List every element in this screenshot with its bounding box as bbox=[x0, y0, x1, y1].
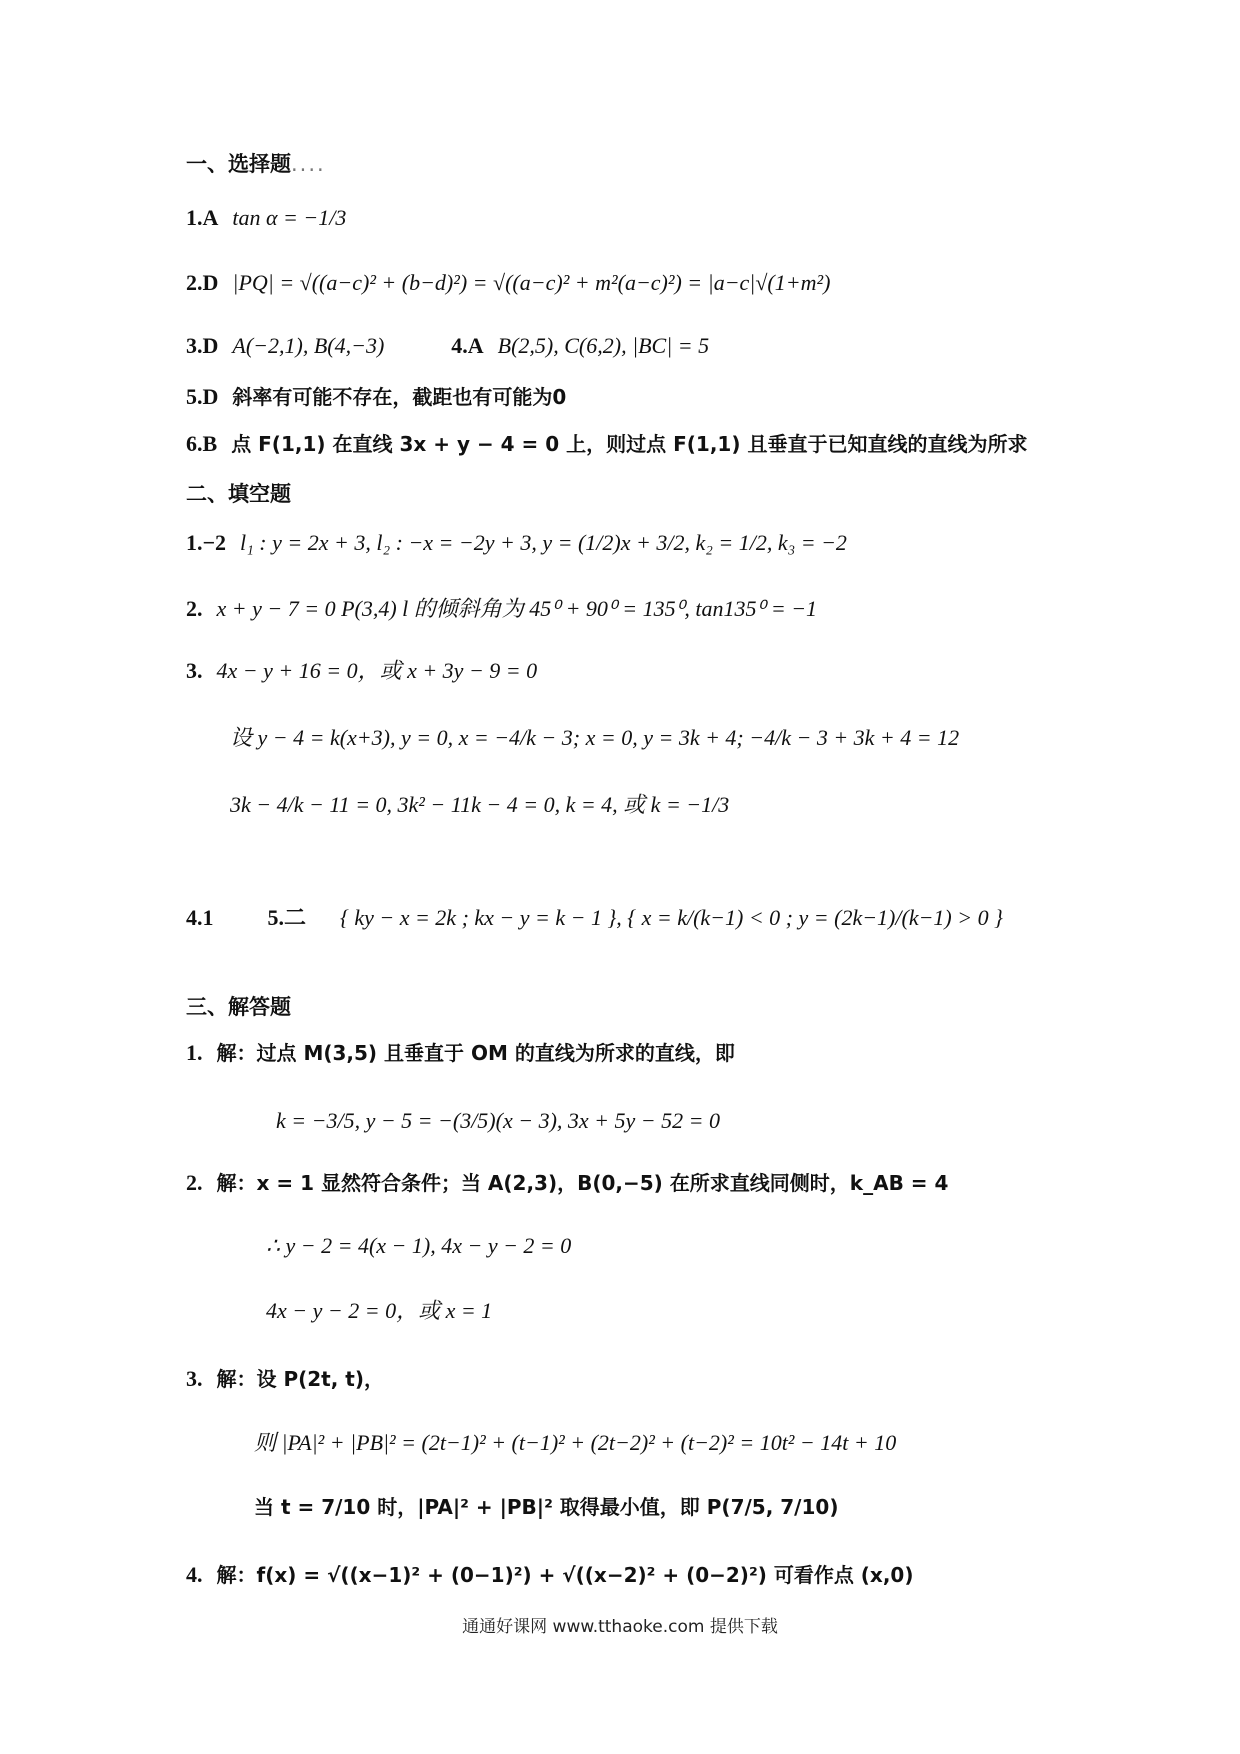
page-footer: 通通好课网 www.tthaoke.com 提供下载 bbox=[462, 1617, 778, 1637]
solve-item-2-work-2: 4x − y − 2 = 0，或 x = 1 bbox=[266, 1298, 493, 1323]
solve-item-2-work-1: ∴ y − 2 = 4(x − 1), 4x − y − 2 = 0 bbox=[266, 1233, 572, 1258]
solve-item-1-work: k = −3/5, y − 5 = −(3/5)(x − 3), 3x + 5y − 52 = 0 bbox=[276, 1108, 720, 1133]
solve-item-1: 1. 解：过点 M(3,5) 且垂直于 OM 的直线为所求的直线，即 bbox=[186, 1040, 735, 1065]
solve-item-4: 4. 解：f(x) = √((x−1)² + (0−1)²) + √((x−2)² + (0−2)²) 可看作点 (x,0) bbox=[186, 1562, 914, 1587]
choice-item-5: 5.D 斜率有可能不存在，截距也有可能为0 bbox=[186, 384, 567, 409]
fill-item-3-work-2: 3k − 4/k − 11 = 0, 3k² − 11k − 4 = 0, k = 4, 或 k = −1/3 bbox=[230, 792, 730, 817]
fill-item-3-work-1: 设 y − 4 = k(x+3), y = 0, x = −4/k − 3; x = 0, y = 3k + 4; −4/k − 3 + 3k + 4 = 12 bbox=[230, 725, 960, 750]
solve-item-3: 3. 解：设 P(2t, t)， bbox=[186, 1366, 384, 1391]
choice-item-2: 2.D |PQ| = √((a−c)² + (b−d)²) = √((a−c)² + m²(a−c)²) = |a−c|√(1+m²) bbox=[186, 270, 831, 295]
section-3-heading: 三、解答题 bbox=[186, 995, 291, 1019]
solve-item-2: 2. 解：x = 1 显然符合条件；当 A(2,3)，B(0,−5) 在所求直线同侧时，k_AB = 4 bbox=[186, 1170, 949, 1195]
choice-item-3-4: 3.D A(−2,1), B(4,−3) 4.A B(2,5), C(6,2), |BC| = 5 bbox=[186, 333, 710, 358]
choice-item-1: 1.A tan α = −1/3 bbox=[186, 205, 347, 230]
fill-item-3: 3. 4x − y + 16 = 0，或 x + 3y − 9 = 0 bbox=[186, 658, 538, 683]
fill-item-1: 1.−2 l₁ : y = 2x + 3, l₂ : −x = −2y + 3, y = (1/2)x + 3/2, k₂ = 1/2, k₃ = −2 bbox=[186, 530, 847, 555]
fill-item-2: 2. x + y − 7 = 0 P(3,4) l 的倾斜角为 45⁰ + 90⁰ = 135⁰, tan135⁰ = −1 bbox=[186, 596, 818, 621]
section-1-heading: 一、选择题.... bbox=[186, 152, 326, 176]
choice-item-6: 6.B 点 F(1,1) 在直线 3x + y − 4 = 0 上，则过点 F(1,1) 且垂直于已知直线的直线为所求 bbox=[186, 431, 1028, 456]
fill-item-4-5: 4.1 5.二 { ky − x = 2k ; kx − y = k − 1 }, { x = k/(k−1) < 0 ; y = (2k−1)/(k−1) > 0 } bbox=[186, 905, 1003, 930]
section-2-heading: 二、填空题 bbox=[186, 482, 291, 506]
solve-item-3-work-1: 则 |PA|² + |PB|² = (2t−1)² + (t−1)² + (2t−2)² + (t−2)² = 10t² − 14t + 10 bbox=[254, 1430, 897, 1455]
solve-item-3-work-2: 当 t = 7/10 时，|PA|² + |PB|² 取得最小值，即 P(7/5, 7/10) bbox=[254, 1495, 839, 1519]
